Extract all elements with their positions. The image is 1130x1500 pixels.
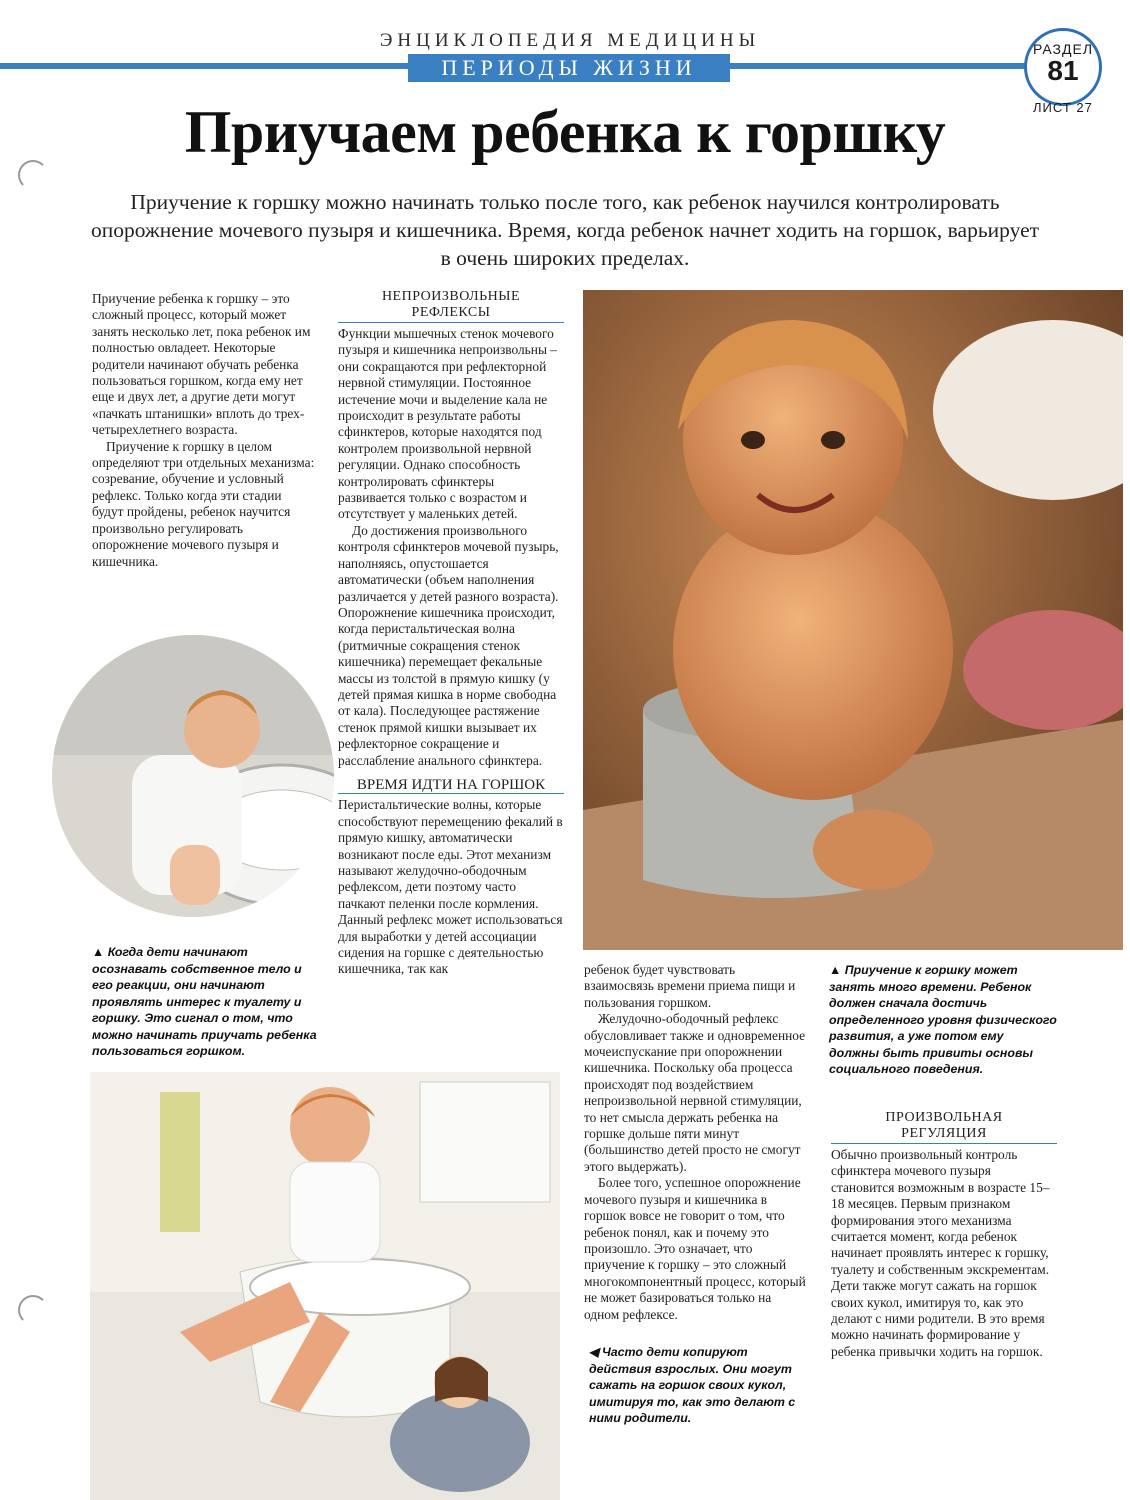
- binder-hole: [18, 1295, 48, 1325]
- caption-bottom: ◀ Часто дети копируют действия взрослых. Они могут сажать на горшок своих кукол, имитируя то, как это делают с ними родители.: [589, 1345, 796, 1425]
- heading-line: НЕПРОИЗВОЛЬНЫЕ: [381, 289, 521, 304]
- section-number: 81: [1047, 55, 1079, 86]
- paragraph: ребенок будет чувствовать взаимосвязь времени приема пищи и пользования горшком.: [584, 962, 796, 1010]
- series-banner: ПЕРИОДЫ ЖИЗНИ: [408, 54, 730, 82]
- heading-line: РЕГУЛЯЦИЯ: [901, 1126, 987, 1141]
- section-badge: [1024, 28, 1102, 106]
- page-title: Приучаем ребенка к горшку: [184, 99, 946, 165]
- lead-paragraph: Приучение к горшку можно начинать только после того, как ребенок научился контролировать опорожнение мочевого пузыря и кишечника. Время, когда ребенок начнет ходить на горшок, варьирует в очень широких пределах.: [90, 190, 1040, 270]
- paragraph: Функции мышечных стенок мочевого пузыря и кишечника непроизвольны – они сокращаются при рефлекторной нервной стимуляции. Постоянное истечение мочи и выделение кала не происходит в результате работы сфинктеров, которые находятся под контролем произвольной нервной регуляции. Однако способность контролировать сфинктеры развивается только с возрастом и отсутствует у маленьких детей.: [338, 326, 557, 522]
- column-4: [831, 1110, 1057, 1360]
- binder-hole: [18, 160, 48, 190]
- paragraph: Приучение ребенка к горшку – это сложный процесс, который может занять несколько лет, пока ребенок им полностью овладеет. Некоторые родители начинают обучать ребенка пользоваться горшком, когда ему нет еще и двух лет, а другие дети могут «пачкать штанишки» вплоть до трех-четырехлетнего возраста.: [92, 291, 311, 438]
- paragraph: До достижения произвольного контроля сфинктеров мочевой пузырь, наполняясь, опустошается автоматически (объем наполнения различается у детей разного возраста). Опорожнение кишечника происходит, когда перистальтическая волна (ритмичные сокращения стенок кишечника) перемещает фекальные массы из толстой в прямую кишку (у детей прямая кишка в норме свободна от кала). Последующее растяжение стенок прямой кишки вызывает их рефлекторное сокращение и расслабление анального сфинктера.: [338, 522, 559, 768]
- paragraph: Более того, успешное опорожнение мочевого пузыря и кишечника в горшок вовсе не говорит о том, что ребенок понял, как и почему это произошло. Это означает, что приучение к горшку – это сложный многокомпонентный процесс, который не может базироваться только на одном рефлексе.: [584, 1175, 806, 1322]
- column-3: [584, 962, 806, 1323]
- caption-right: ▲ Приучение к горшку может занять много времени. Ребенок должен сначала достичь определенного уровня физического развития, а уже потом ему должны быть привиты основы социального поведения.: [829, 963, 1057, 1076]
- heading-line: РЕФЛЕКСЫ: [411, 305, 491, 320]
- paragraph: Перистальтические волны, которые способствуют перемещению фекалий в прямую кишку, автоматически возникают после еды. Этот механизм называют желудочно-ободочным рефлексом, дети поэтому часто пачкают пеленки после кормления. Данный рефлекс может использоваться для выработки у детей ассоциации сидения на горшке с деятельностью кишечника, так как: [338, 797, 563, 977]
- paragraph: Приучение к горшку в целом определяют три отдельных механизма: созревание, обучение и условный рефлекс. Только когда эти стадии будут пройдены, ребенок научится произвольно регулировать опорожнение мочевого пузыря и кишечника.: [92, 438, 315, 569]
- paragraph: Обычно произвольный контроль сфинктера мочевого пузыря становится возможным в возрасте 15–18 месяцев. Первым признаком формирования этого механизма считается момент, когда ребенок начинает проявлять интерес к горшку, туалету и собственным экскрементам. Дети также могут сажать на горшок своих кукол, имитируя то, как это делают с ними родители. В это время можно начинать формирование у ребенка привычки ходить на горшок.: [831, 1147, 1050, 1359]
- encyclopedia-title: ЭНЦИКЛОПЕДИЯ МЕДИЦИНЫ: [379, 30, 761, 51]
- column-2: [338, 289, 564, 978]
- toddler-at-toilet-photo: [52, 635, 334, 917]
- caption-left: ▲ Когда дети начинают осознавать собственное тело и его реакции, они начинают проявлять интерес к туалету и горшку. Это сигнал о том, что можно начинать приучать ребенка пользоваться горшком.: [92, 945, 317, 1058]
- child-on-potty-photo: [583, 290, 1123, 950]
- paragraph: Желудочно-ободочный рефлекс обусловливает также и одновременное мочеиспускание при опорожнении кишечника. Поскольку оба процесса происходят под воздействием непроизвольной нервной стимуляции, то нет смысла держать ребенка на горшке дольше пяти минут (большинство детей просто не смогут этого выдержать).: [584, 1011, 806, 1174]
- child-on-toilet-with-doll-photo: [90, 1072, 560, 1500]
- heading-voluntary-regulation: [831, 1110, 1057, 1144]
- sheet-number: ЛИСТ 27: [1033, 100, 1093, 115]
- column-1: [92, 291, 316, 570]
- heading-involuntary-reflexes: [338, 289, 564, 323]
- section-label: РАЗДЕЛ: [1032, 41, 1094, 57]
- heading-line: ПРОИЗВОЛЬНАЯ: [885, 1110, 1003, 1125]
- heading-potty-time: ВРЕМЯ ИДТИ НА ГОРШОК: [338, 777, 564, 794]
